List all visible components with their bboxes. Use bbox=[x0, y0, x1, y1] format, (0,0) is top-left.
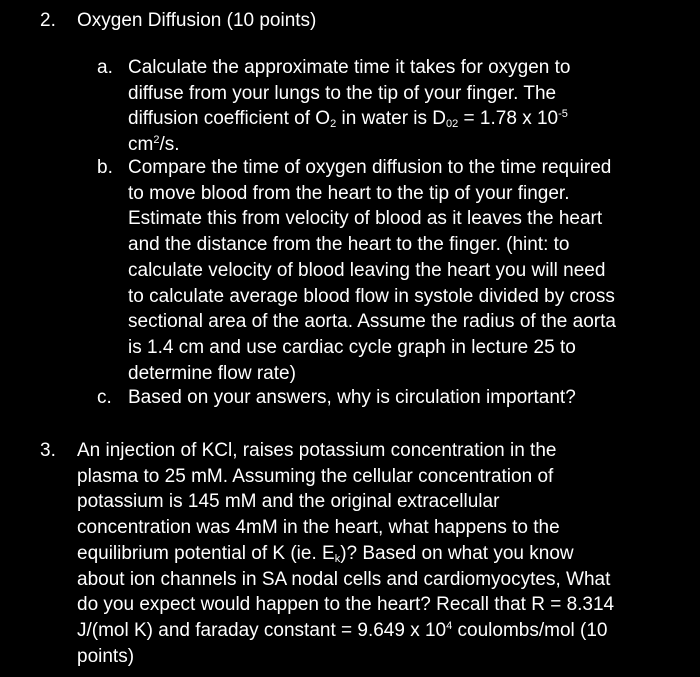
question-title: Oxygen Diffusion (10 points) bbox=[77, 10, 317, 31]
text-line: points) bbox=[77, 645, 135, 667]
text-line: Estimate this from velocity of blood as it leaves the heart bbox=[128, 208, 603, 230]
text-line: Based on your answers, why is circulation important? bbox=[128, 387, 576, 408]
text-line: potassium is 145 mM and the original extracellular bbox=[77, 491, 500, 513]
part-c-text bbox=[128, 385, 673, 411]
question-number: 3. bbox=[40, 440, 56, 461]
text-line: equilibrium potential of K (ie. $E_k$)? Based on what you know bbox=[77, 542, 574, 565]
text-line: do you expect would happen to the heart? Recall that R = 8.314 bbox=[77, 594, 615, 616]
text-line: plasma to 25 mM. Assuming the cellular concentration of bbox=[77, 465, 554, 487]
part-letter: b. bbox=[97, 157, 113, 178]
text-line: is 1.4 cm and use cardiac cycle graph in lecture 25 to bbox=[128, 336, 576, 358]
text-line: J/(mol K) and faraday constant = 9.649 x $10^4$ coulombs/mol (10 bbox=[77, 619, 608, 641]
text-line: An injection of KCl, raises potassium concentration in the bbox=[77, 440, 557, 461]
text-line: diffuse from your lungs to the tip of your finger. The bbox=[128, 82, 557, 104]
text-line: determine flow rate) bbox=[128, 362, 296, 384]
text-line: to calculate average blood flow in systole divided by cross bbox=[128, 285, 615, 307]
text-line: sectional area of the aorta. Assume the radius of the aorta bbox=[128, 311, 616, 333]
text-line: diffusion coefficient of $O_2$ in water is $D_{02} = 1.78$ x $10^{-5}$ bbox=[128, 108, 568, 131]
text-line: to move blood from the heart to the tip of your finger. bbox=[128, 182, 570, 204]
text-line: calculate velocity of blood leaving the heart you will need bbox=[128, 259, 606, 281]
text-line: Calculate the approximate time it takes for oxygen to bbox=[128, 57, 571, 78]
question-number: 2. bbox=[40, 10, 56, 31]
part-letter: c. bbox=[97, 387, 112, 408]
text-line: about ion channels in SA nodal cells and cardiomyocytes, What bbox=[77, 568, 611, 590]
part-a-text bbox=[128, 55, 673, 158]
text-line: Compare the time of oxygen diffusion to the time required bbox=[128, 157, 612, 178]
part-b-text bbox=[128, 155, 673, 386]
question-3-text bbox=[77, 438, 677, 669]
text-line: concentration was 4mM in the heart, what happens to the bbox=[77, 517, 560, 539]
part-letter: a. bbox=[97, 57, 113, 78]
text-line: $cm^2/s$. bbox=[128, 134, 180, 156]
text-line: and the distance from the heart to the finger. (hint: to bbox=[128, 234, 570, 256]
